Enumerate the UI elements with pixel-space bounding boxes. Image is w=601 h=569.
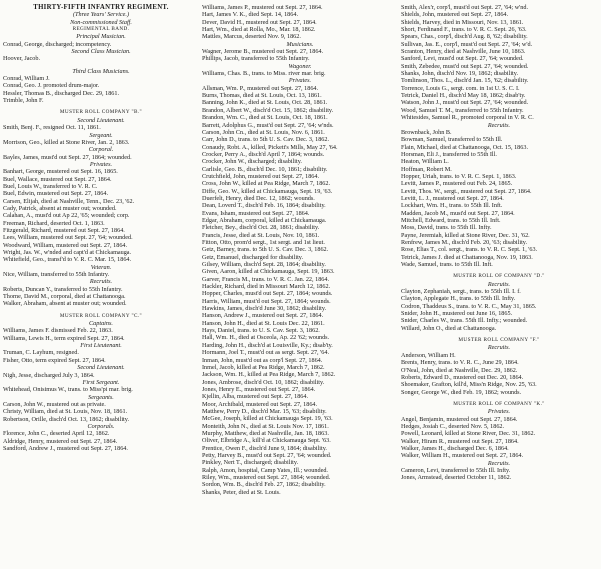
roster-entry: Given, Aaron, killed at Chickamauga, Sept. 19, 1863. — [202, 268, 335, 276]
roster-entry: Tetrick, James J. died at Chattanooga, Nov. 19, 1863. — [401, 253, 533, 261]
section-heading: Recruits. — [89, 278, 113, 286]
roster-entry: Dever, David H., mustered out Sept. 27, 1864. — [202, 18, 317, 26]
roster-entry: Allsman, Wm. P., mustered out Sept. 27, 1864. — [202, 84, 319, 92]
roster-entry: Jackson, Wm. H., killed at Pea Ridge, March 7, 1862. — [202, 371, 336, 379]
company-heading: REGIMENTAL BAND. — [72, 26, 130, 33]
roster-entry: Christy, William, died at St. Louis, Nov. 18, 1861. — [3, 408, 128, 416]
roster-entry: Petty, Harvey B., must'd out Sept. 27, '64; wounded. — [202, 451, 332, 459]
roster-entry: Walker, James H., discharged Dec. 6, 1864. — [401, 444, 509, 452]
roster-entry: Snider, Charles W., trans. 55th Ill. Infty.; wounded. — [401, 317, 528, 325]
roster-entry: Codron, Thaddeus S., trans. to V. R. C., May 31, 1865. — [401, 302, 537, 310]
roster-entry: Hanson, John H., died at St. Louis Dec. 22, 1861. — [202, 319, 325, 327]
roster-entry: Carlisle, Geo. B., disch'd Dec. 10, 1861; disability. — [202, 165, 328, 173]
section-heading: First Sergeant. — [82, 378, 120, 386]
roster-entry: Inmel, Jacob, killed at Pea Ridge, March 7, 1862. — [202, 363, 325, 371]
roster-entry: Brents, Henry, trans. to V. R. C., June 29, 1864. — [401, 359, 519, 367]
roster-entry: Buel, Edwin, mustered out Sept. 27, 1864. — [3, 190, 109, 198]
roster-entry: Conrad, William J. — [3, 75, 50, 83]
section-heading: Privates. — [288, 77, 312, 85]
roster-entry: Horsman, Eli J., transferred to 55th Ill. — [401, 150, 497, 158]
section-heading: Corporal. — [88, 146, 114, 154]
section-heading: Veteran. — [90, 263, 112, 271]
section-heading: Second Class Musician. — [71, 48, 131, 56]
roster-entry: Flain, Michael, died at Chattanooga, Oct. 15, 1863. — [401, 143, 528, 151]
roster-entry: Payne, Jeremiah, killed at Stone River, Dec. 31, '62. — [401, 231, 530, 239]
section-heading: Principal Musician. — [76, 33, 126, 41]
section-heading: Sergeants. — [88, 393, 114, 401]
roster-entry: Moss, David, trans. to 55th Ill. Infty. — [401, 224, 492, 232]
roster-entry: Smith, Benj. F., resigned Oct. 11, 1861. — [3, 124, 101, 132]
roster-entry: Riley, Wm., mustered out Sept. 27, 1864; wounded. — [202, 474, 331, 481]
section-heading: Musicians. — [286, 40, 314, 48]
roster-entry: Diffe, Geo. W., killed at Chickamauga, Sept. 19, '63. — [202, 187, 333, 195]
roster-entry: Short, Ferdinand F., trans. to V. R. C. Sept. 26, '63. — [401, 26, 527, 34]
roster-entry: Banning, John K., died at St. Louis, Oct. 28, 1861. — [202, 99, 328, 107]
roster-entry: Renfrew, James M., disch'd Feb. 20, '63; disability. — [401, 239, 528, 246]
roster-entry: Hopper, Uriah, trans. to V. R. C. Sept. 1, 1863. — [401, 172, 517, 180]
roster-entry: Torrence, Louis G., sergt. com. in 1st U. S. C. I. — [401, 84, 520, 92]
roster-entry: Florence, John C., deserted April 12, 1862. — [3, 430, 110, 438]
roster-entry: Hays, Daniel, trans. to U. S. Cav. Sept. 3, 1862. — [202, 327, 320, 335]
roster-entry: Tomlinson, Thos. L., disch'd Jan. 15, '62; disability. — [401, 77, 529, 85]
roster-column-right — [401, 4, 597, 482]
roster-entry: Sordon, Wm. B., disch'd Feb. 27, 1862; disability. — [202, 481, 326, 489]
roster-entry: Calahan, A., must'd out Ap 22, '65; wounded; corp. — [3, 212, 130, 220]
roster-entry: Crocker, John W., discharged; disability. — [202, 158, 302, 166]
roster-entry: Bayles, James, must'd out Sept. 27, 1864; wounded. — [3, 153, 132, 161]
roster-entry: Snider, John H., mustered out June 16, 1865. — [401, 310, 513, 318]
roster-entry: Prentice, Owen F., disch'd June 9, 1864; disability. — [202, 444, 327, 452]
roster-entry: Cameron, Levi, transferred to 55th Ill. Infty. — [401, 466, 511, 474]
roster-entry: Moor, Archibald, mustered out Sept. 27, 1864. — [202, 400, 318, 408]
roster-entry: Williams, Chas. B., trans. to Miss. river mar. brig. — [202, 70, 326, 78]
section-heading: Recruits. — [487, 280, 511, 288]
roster-entry: Fletcher, Bey., disch'd Oct. 28, 1861; disability. — [202, 224, 320, 232]
roster-entry: Banhart, George, mustered out Sept. 16, 1865. — [3, 168, 118, 176]
roster-entry: Mitchell, Edward, trans. to 55th Ill. Inft. — [401, 216, 501, 224]
roster-entry: Lockhart, Wm. H., trans. to 55th Ill. Inft. — [401, 202, 503, 210]
roster-entry: Hoover, Jacob. — [3, 55, 41, 63]
roster-entry: Spears, Chas., corp'l, disch'd Aug. 8, '62; disability. — [401, 33, 528, 41]
roster-entry: Hackler, Richard, died in Missouri March 12, 1862. — [202, 283, 331, 291]
roster-entry: Brandon, Albert W., disch'd Oct. 15, 1862; disability. — [202, 106, 334, 114]
roster-entry: Whitefield, Geo., transf'd to V. R. C. Mar. 15, 1864. — [3, 256, 132, 264]
roster-entry: Clayton, Applegate H., trans. to 55th Ill. Infty. — [401, 295, 516, 303]
roster-entry: Crocker, Perry A., disch'd April 7, 1864; wounds. — [202, 150, 325, 158]
roster-entry: Aldridge, Henry, mustered out Sept. 27, 1864. — [3, 437, 118, 445]
roster-entry: Watson, John J., must'd out Sept. 27, '64; wounded. — [401, 99, 529, 107]
section-heading: Captains. — [89, 320, 113, 328]
roster-entry: Nice, William, transferred to 55th Infantry. — [3, 271, 110, 279]
roster-entry: Pinkley, Nert T., discharged; disability. — [202, 459, 299, 467]
section-heading: First Lieutenant. — [80, 342, 122, 350]
roster-entry: Harris, William, must'd out Sept. 27, 1864; wounds. — [202, 297, 331, 305]
company-heading: MUSTER ROLL COMPANY "F." — [458, 337, 540, 344]
section-heading: Privates. — [89, 160, 113, 168]
roster-entry: Lees, William, mustered out Sept. 27, '64; wounded. — [3, 234, 133, 242]
roster-entry: Wood, Samuel T. M., transferred to 55th Infantry. — [401, 106, 524, 114]
roster-entry: Murphy, Matthew, died at Nashville, Jan. 18, 1863. — [202, 429, 329, 437]
roster-entry: Levitt, L. J., mustered out Sept. 27, 1864. — [401, 194, 504, 202]
roster-entry: Whitehead, Onisimus W., trans. to Miss'pi mar. brig. — [3, 386, 133, 394]
roster-entry: Fitzgerald, Richard, mustered out Sept. 27, 1864. — [3, 226, 125, 234]
roster-entry: Madden, Jacob M., must'd out Sept. 27, 1864. — [401, 209, 515, 217]
roster-entry: Dean, Loverd T., disch'd Feb. 16, 1864; disability. — [202, 202, 326, 210]
roster-entry: Monteith, John N., died at St. Louis Nov. 17, 1861. — [202, 422, 329, 430]
roster-entry: Shields, Harvey, died in Missouri, Nov. 13, 1861. — [401, 18, 524, 26]
roster-entry: McGee, Joseph, killed at Chickamauga Sept. 19, '63. — [202, 415, 333, 423]
roster-entry: Willard, John O., died at Chattanooga. — [401, 324, 497, 332]
section-heading: Wagoner. — [288, 62, 312, 70]
section-heading: Corporals. — [87, 422, 115, 430]
company-heading: MUSTER ROLL OF COMPANY "K." — [453, 400, 545, 407]
roster-entry: Carsen, Elijah, died at Nashville, Tenn., Dec. 23, '62. — [3, 197, 135, 205]
company-heading: MUSTER ROLL OF COMPANY "D." — [453, 273, 545, 280]
roster-entry: Hopper, Charles, must'd out Sept. 27, 1864; wounds. — [202, 290, 333, 298]
roster-entry: Wade, Samuel, trans. to 55th Ill. Inft. — [401, 261, 493, 269]
roster-entry: Mattles, Marcus, deserted Nov. 9, 1862. — [202, 33, 301, 41]
roster-entry: Gilsey, William, disch'd Sept. 28, 1864; disability. — [202, 261, 326, 269]
roster-entry: Brandon, Wm. C., died at St. Louis, Oct. 18, 1861. — [202, 114, 328, 122]
roster-column-middle — [202, 4, 398, 496]
roster-entry: Walker, Hiram R., mustered out Sept. 27, 1864. — [401, 437, 519, 445]
roster-entry: Hawkins, James, disch'd June 30, 1862; disability. — [202, 305, 327, 313]
roster-entry: Smith, Alex'r, corp'l, must'd out Sept. 27, '64; w'nd. — [401, 4, 529, 11]
roster-entry: Thorne, David M., corporal, died at Chattanooga. — [3, 293, 126, 301]
roster-entry: Songer, George W., died Feb. 19, 1862; wounds. — [401, 388, 522, 396]
roster-entry: Smith, Zebedee, must'd out Sept. 27, '64; wounded. — [401, 62, 529, 70]
section-heading: Third Class Musicians. — [72, 67, 130, 75]
roster-entry: Brownback, John B. — [401, 128, 452, 136]
roster-entry: Williams, James P., mustered out Sept. 27, 1864. — [202, 4, 323, 11]
roster-entry: Morrison, Geo., killed at Stone River, Jan. 2, 1863. — [3, 138, 130, 146]
roster-entry: Edgar, Abraham, corporal, killed at Chickamauga. — [202, 216, 327, 224]
roster-entry: Robertson, Orille, disch'd Oct. 13, 1862; disability. — [3, 415, 129, 423]
roster-entry: O'Neal, John, died at Nashville, Dec. 29, 1862. — [401, 366, 518, 374]
roster-entry: Wright, Jas. W., w'nded and capt'd at Chickamauga. — [3, 249, 132, 256]
roster-entry: Scranton, Henry, died at Nashville, June 10, 1863. — [401, 48, 526, 56]
roster-entry: Roberts, Duncan Y., transferred to 55th Infantry. — [3, 285, 123, 293]
roster-entry: Jones, Armstead, deserted October 11, 1862. — [401, 474, 512, 482]
roster-entry: Nigh, Jesse, discharged July 3, 1864. — [3, 371, 95, 379]
roster-entry: Freeman, Richard, deserted Oct. 1, 1863. — [3, 219, 105, 227]
section-heading: (Three Years' Service.) — [72, 11, 130, 19]
roster-entry: Walker, William H., mustered out Sept. 27, 1864. — [401, 452, 524, 460]
section-heading: Non-commissioned Staff. — [70, 18, 132, 26]
roster-entry: Sanford, Levi, must'd out Sept. 27, '64; wounded. — [401, 55, 524, 63]
section-heading: Recruits. — [487, 459, 511, 467]
roster-entry: Carr, John D., trans. to 5th U. S. Cav. Dec. 3, 1862. — [202, 136, 330, 144]
roster-entry: Hedges, Josiah C., deserted Nov. 5, 1862. — [401, 422, 505, 430]
roster-entry: Heaton, William L. — [401, 158, 449, 166]
section-heading: Recruits. — [487, 344, 511, 352]
section-heading: Recruits. — [487, 121, 511, 129]
roster-entry: Phillips, Jacob, transferred to 55th Infantry. — [202, 55, 310, 63]
roster-entry: Clayton, Zephaniah, sergt., trans. to 55th Ill. I. f. — [401, 288, 521, 296]
roster-entry: Barrett, Adolphus G., must'd out Sept. 27, '64; w'nds. — [202, 121, 334, 129]
roster-entry: Jones, Ambrose, disch'd Oct. 10, 1862; disability. — [202, 378, 325, 386]
roster-entry: Powell, Leonard, killed at Stone River, Dec. 31, 1862. — [401, 430, 536, 438]
roster-entry: Crutchfield, John, mustered out Sept. 27, 1864. — [202, 172, 320, 180]
regiment-title: THIRTY-FIFTH INFANTRY REGIMENT. — [33, 4, 169, 11]
roster-entry: Carson, John Cn., died at St. Louis, Nov. 6, 1861. — [202, 128, 325, 136]
section-heading: Sergeant. — [89, 131, 113, 139]
roster-entry: Cady, Patrick, absent at muster out; wounded. — [3, 204, 117, 212]
roster-entry: Garver, Francis M., trans. to V. R. C. Jan. 22, 1864. — [202, 275, 330, 283]
roster-entry: Jones, Henry E., mustered out Sept. 27, 1864. — [202, 385, 316, 393]
roster-entry: Trimble, John F. — [3, 97, 44, 105]
roster-entry: Woodward, William, mustered out Sept. 27, 1864. — [3, 241, 128, 249]
roster-entry: Hall, Wm. H., died at Osceola, Ap. 22 '62; wounds. — [202, 334, 330, 342]
roster-entry: Buel, Louis W., transferred to V. R. C. — [3, 182, 98, 190]
roster-entry: Shoemaker, Grafton, kill'd, Miss'n Ridge, Nov. 25, '63. — [401, 381, 537, 389]
company-heading: MUSTER ROLL COMPANY "C." — [59, 312, 143, 319]
roster-entry: Sandford, Andrew J., mustered out Sept. 27, 1864. — [3, 444, 128, 452]
roster-entry: Shanks, Peter, died at St. Louis. — [202, 488, 281, 496]
roster-entry: Tetrick, Daniel H., disch'd May 18, 1862; disab'ty. — [401, 92, 526, 100]
roster-entry: Shields, John, mustered out Sept. 27, 1864. — [401, 11, 509, 19]
roster-entry: Hormann, Joel T., must'd out as sergt. Sept. 27, '64. — [202, 349, 330, 357]
roster-entry: Burns, Thomas, died at St. Louis, Oct. 13, 1861. — [202, 92, 322, 100]
roster-entry: Buel, Wallace, mustered out Sept. 27, 1864. — [3, 175, 112, 183]
roster-entry: Anderson, William H. — [401, 351, 456, 359]
roster-entry: Inman, John, must'd out as corp'l Sept. 27, 1864. — [202, 356, 323, 364]
roster-entry: Rose, Elias T., col. sergt., trans. to V. R. C. Sept. 1, '63. — [401, 246, 538, 254]
roster-entry: Carson, John W., mustered out as private. — [3, 400, 106, 408]
roster-entry: Conrad, Geo. J. promoted drum-major. — [3, 82, 100, 90]
section-heading: Privates. — [487, 408, 511, 416]
roster-entry: Ralph, Amon, hospital, Camp Yates, Ill.; wounded. — [202, 466, 328, 474]
roster-entry: Kjellin, Alba, mustered out Sept. 27, 1864. — [202, 393, 309, 401]
roster-entry: Hanson, Andrew J., mustered out Sept. 27, 1864. — [202, 312, 324, 320]
section-heading: Second Lieutenant. — [77, 364, 125, 372]
roster-entry: Oliver, Elbridge A., kill'd at Chickamauga Sept. '63. — [202, 437, 331, 445]
roster-entry: Matthew, Perry D., disch'd Mar. 15, '63; disability. — [202, 407, 327, 415]
roster-entry: Hart, Wm., died at Rolla, Mo., Mar. 18, 1862. — [202, 26, 316, 34]
roster-entry: Evans, Isham, mustered out Sept. 27, 1864. — [202, 209, 310, 217]
section-heading: Second Lieutenant. — [77, 116, 125, 124]
roster-entry: Francis, Jesse, died at St. Louis, Nov. 10, 1861. — [202, 231, 320, 239]
roster-entry: Roberts, Edward D., mustered out Dec. 20, 1864. — [401, 373, 524, 381]
roster-entry: Whitesides, Samuel R., promoted corporal in V. R. C. — [401, 114, 534, 122]
roster-entry: Conaudy, Robt. A., killed, Pickett's Mills, May 27, '64. — [202, 143, 338, 151]
roster-entry: Truman, C. Layhum, resigned. — [3, 349, 79, 357]
roster-entry: Levitt, Thos. W., sergt., mustered out Sept. 27, 1864. — [401, 187, 532, 195]
roster-entry: Fitton, Otto, prom'd sergt., 1st sergt. and 1st lieut. — [202, 239, 325, 246]
roster-entry: Williams, Lewis H., term expired Sept. 27, 1864. — [3, 334, 125, 342]
roster-entry: Bowman, Samuel, transferred to 55th Ill. — [401, 136, 503, 144]
roster-entry: Wagner, Jerome B., mustered out Sept. 27, 1864. — [202, 48, 324, 56]
roster-entry: Hessler, Thomas B., discharged Dec. 29, 1861. — [3, 89, 120, 97]
roster-entry: Cross, John W., killed at Pea Ridge, March 7, 1862. — [202, 180, 331, 188]
roster-entry: Sullivan, Jas. E., corp'l, must'd out Sept. 27, '64; w'd. — [401, 40, 533, 48]
roster-entry: Williams, James F. dismissed Feb. 22, 1863. — [3, 327, 113, 335]
roster-entry: Hoffman, Robert M. — [401, 165, 452, 173]
roster-entry: Duerfelt, Henry, died Dec. 12, 1862; wounds. — [202, 194, 315, 202]
roster-entry: Conrad, George, discharged; incompetency. — [3, 40, 112, 48]
company-heading: MUSTER ROLL COMPANY "B." — [59, 109, 143, 116]
roster-entry: Getz, Barney, trans. to 5th U. S. Cav. Dec. 3, 1862. — [202, 246, 329, 254]
roster-entry: Hart, James V. K., died Sept. 14, 1864. — [202, 11, 299, 19]
roster-entry: Getz, Emanuel, discharged for disability. — [202, 253, 304, 261]
roster-entry: Shanks, John, disch'd Nov. 19, 1862; disability. — [401, 70, 519, 78]
roster-entry: Angel, Benjamin, mustered out Sept. 27, 1864. — [401, 415, 518, 423]
roster-entry: Harding, John H., disch'd at Louisville, Ky.; disab'ty. — [202, 341, 333, 349]
roster-entry: Walker, Abraham, absent at muster out; wounded. — [3, 300, 127, 308]
roster-entry: Levitt, James P., mustered out Feb. 24, 1865. — [401, 180, 513, 188]
roster-entry: Fisher, Otto, term expired Sept. 27, 1864. — [3, 356, 106, 364]
roster-column-left — [3, 4, 199, 452]
